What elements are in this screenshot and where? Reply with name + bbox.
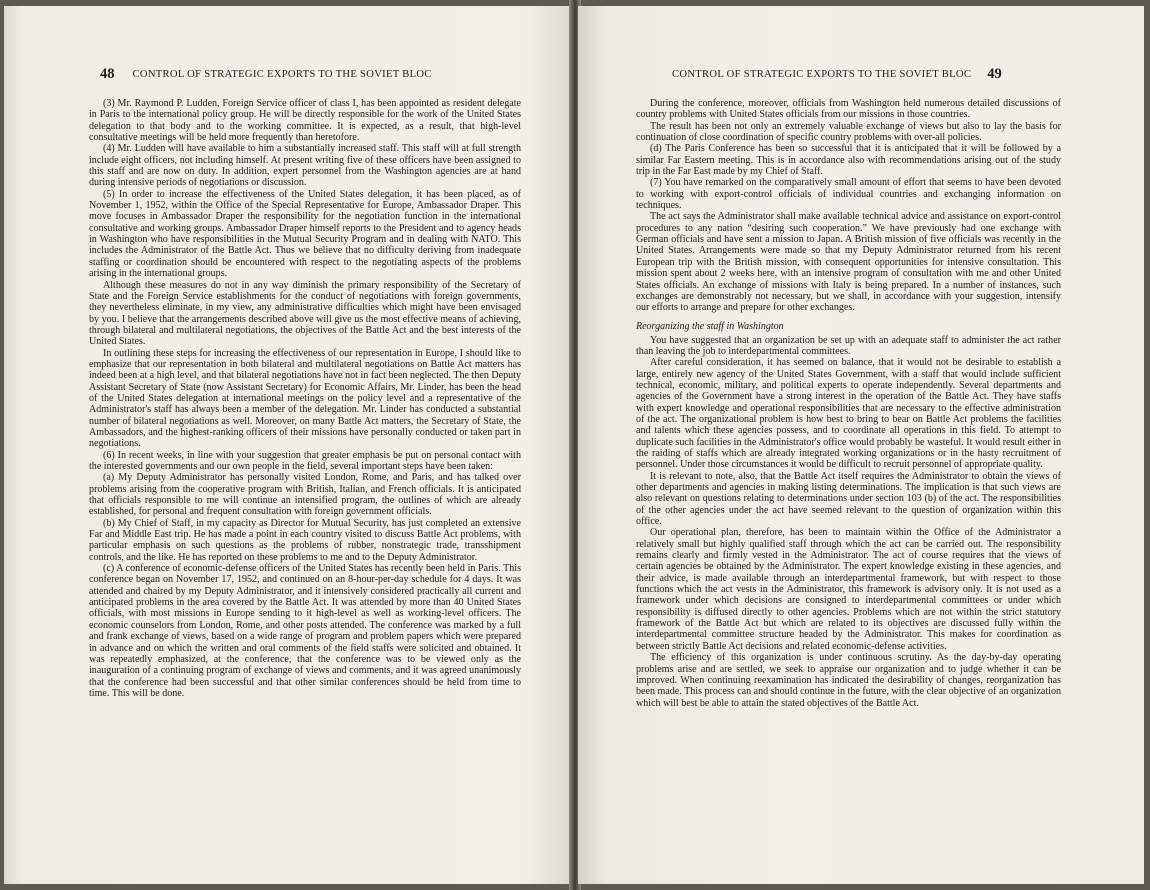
paragraph: The result has been not only an extremely valuable exchange of views but also to lay the basis for continuation of close coordination of specific country problems with over-all policies.: [636, 120, 1061, 144]
running-head-right: [672, 66, 1002, 83]
paragraph: (4) Mr. Ludden will have available to him a substantially increased staff. This staff will at full strength include eight officers, not including himself. At present writing five of these officers have been assigned to this staff and are now on duty. In addition, expert personnel from the Washington agencies are at hand during intensive periods of negotiations or discussion.: [89, 143, 521, 189]
paragraph: The act says the Administrator shall make available technical advice and assistance on export-control procedures to any nation “desiring such cooperation.” We have previously had one exchange with German officials and have sent a mission to Japan. A British mission of five officials was recently in the United States. Arrangements were made so that my Deputy Administrator returned from his recent European trip with the British mission, with consequent opportunities for intensive consultation. This mission spent about 2 weeks here, with an intensive program of consultation with me and other United States officials. An exchange of missions with Italy is being prepared. In a number of instances, such exchanges are demonstrably not necessary, but we shall, in accordance with your suggestion, intensify our efforts to arrange and prepare for other exchanges.: [636, 211, 1061, 314]
section-subheading: Reorganizing the staff in Washington: [636, 320, 784, 332]
paragraph: (7) You have remarked on the comparatively small amount of effort that seems to have been devoted to working with export-control officials of individual countries and exchanging information on techniques.: [636, 177, 1061, 212]
page-number-right: 49: [987, 66, 1002, 82]
paragraph: Our operational plan, therefore, has been to maintain within the Office of the Administrator a relatively small but highly qualified staff through which the act can be carried out. The responsibility remains clearly and firmly vested in the Administrator. The act of course requires that the views of certain agencies be obtained by the Administrator. The expert knowledge existing in these agencies, and their advice, is made available through an interdepartmental framework, but with respect to those functions which the act vests in the Administrator, this framework is advisory only. It is not used as a framework under which decisions are consigned to interdepartmental committees or under which responsibility is diffused directly to other agencies. Problems which are not within the strict statutory framework of the Battle Act but which are related to its objectives are discussed fully within the interdepartmental committee structure headed by the Administrator. This makes for coordination as between strictly Battle Act decisions and related economic-defense activities.: [636, 527, 1061, 652]
paragraph: Although these measures do not in any way diminish the primary responsibility of the Secretary of State and the Foreign Service establishments for the conduct of negotiations with foreign governments, they nevertheless eliminate, in my view, any administrative difficulties which might have been envisaged by you. I believe that the arrangements described above will give us the most effective means of achieving, through bilateral and multilateral negotiations, the objectives of the Battle Act and the best interests of the United States.: [89, 279, 521, 348]
paragraph: It is relevant to note, also, that the Battle Act itself requires the Administrator to obtain the views of other departments and agencies in making listing determinations. The implication is that such views are also relevant on questions relating to determinations under section 103 (b) of the act. The responsibilities of the other agencies under the act have seemed relevant to the question of organization within this office.: [636, 470, 1061, 528]
paragraph: (6) In recent weeks, in line with your suggestion that greater emphasis be put on personal contact with the interested governments and our own people in the field, several important steps have been taken:: [89, 449, 521, 472]
running-head-title-right: CONTROL OF STRATEGIC EXPORTS TO THE SOVIET BLOC: [672, 69, 972, 80]
paragraph: (c) A conference of economic-defense officers of the United States has recently been held in Paris. This conference began on November 17, 1952, and continued on an 8-hour-per-day schedule for 4 days. It was attended and chaired by my Deputy Administrator, and it intensively considered practically all current and anticipated problems in the area covered by the Battle Act. It was attended by more than 40 United States officials, with most missions in Europe sending to it high-level as well as working-level officers. The economic counselors from London, Rome, and other posts attended. The conference was marked by a full and frank exchange of views, based on a wide range of program and problem papers which were prepared in advance and on which the written and oral comments of the field staffs were solicited and obtained. It was repeatedly emphasized, at the conference, that the conference was to be viewed only as the inauguration of a continuing program of exchange of views and comments, and it was agreed unanimously that the conference had been successful and that other similar conferences should be held from time to time. This will be done.: [89, 563, 521, 699]
paragraph: After careful consideration, it has seemed on balance, that it would not be desirable to establish a large, entirely new agency of the United States Government, with a staff that would include sufficient technical, economic, military, and political experts to operate independently. Several departments and agencies of the Government have a strong interest in the operation of the Battle Act. They have staffs with expert knowledge and operational responsibilities that are necessary to the effective administration of the act. The organizational problem is how best to bring to bear on Battle Act problems the facilities and talents which these agencies possess, and to coordinate all operations in this field. To attempt to duplicate such facilities in the Administrator's office would probably be wasteful. It would result either in the raiding of staffs which are already integrated working organizations or in the hasty recruitment of personnel. Under those circumstances it would be difficult to recruit personnel of appropriate quality.: [636, 357, 1061, 471]
paragraph: The efficiency of this organization is under continuous scrutiny. As the day-by-day operating problems arise and are settled, we seek to appraise our organization and to judge whether it can be improved. When continuing reexamination has indicated the desirability of changes, reorganization has been made. This process can and should continue in the future, with the clear objective of an organization which will best be able to attain the stated objectives of the Battle Act.: [636, 652, 1061, 709]
page-number-left: 48: [100, 66, 115, 82]
running-head-title-left: CONTROL OF STRATEGIC EXPORTS TO THE SOVIET BLOC: [132, 69, 432, 80]
right-page-body: [636, 98, 1061, 709]
left-page: [4, 6, 572, 884]
paragraph: In outlining these steps for increasing the effectiveness of our representation in Europe, I should like to emphasize that our representation in both bilateral and multilateral negotiations on Battle Act matters has indeed been at a high level, and that bilateral negotiations have not in fact been neglected. The then Deputy Assistant Secretary of State (now Assistant Secretary) for Economic Affairs, Mr. Linder, has been the head of the United States delegation at international meetings on the policy level and a representative of the Administrator's staff has always been a member of the delegation. Mr. Linder has conducted a substantial number of bilateral negotiations as well. Moreover, on many Battle Act matters, the Secretary of State, the Ambassadors, and the highest-ranking officers of their missions have personally conducted or taken part in negotiations.: [89, 347, 521, 450]
left-page-body: [89, 98, 521, 699]
running-head-left: [100, 66, 432, 83]
paragraph: During the conference, moreover, officials from Washington held numerous detailed discussions of country problems with United States officials from our missions in those countries.: [636, 98, 1061, 121]
paragraph: (3) Mr. Raymond P. Ludden, Foreign Service officer of class I, has been appointed as resident delegate in Paris to the international policy group. He will be directly responsible for the work of the United States delegation to that body and to the working committee. It is expected, as a result, that high-level consultative meetings will be held more frequently than heretofore.: [89, 98, 521, 144]
paragraph: (d) The Paris Conference has been so successful that it is anticipated that it will be followed by a similar Far Eastern meeting. This is in accordance also with recommendations arising out of the study trip in the Far East made by my Chief of Staff.: [636, 143, 1061, 178]
paragraph: (5) In order to increase the effectiveness of the United States delegation, it has been placed, as of November 1, 1952, within the Office of the Special Representative for Europe, Ambassador Draper. This move focuses in Ambassador Draper the responsibility for the negotiation function in the international consultative and working groups. Ambassador Draper himself reports to the President and to agency heads in Washington who have responsibilities in the Mutual Security Program and in dealing with NATO. This includes the Administrator of the Battle Act. Thus we believe that no difficulty deriving from inadequate staffing or coordination should be encountered with respect to the negotiating aspects of the problems arising in the international groups.: [89, 188, 521, 280]
right-page: [578, 6, 1144, 884]
paragraph: (b) My Chief of Staff, in my capacity as Director for Mutual Security, has just completed an extensive Far and Middle East trip. He has made a point in each country visited to discuss Battle Act problems, with particular emphasis on such questions as the problems of rubber, nonstrategic trade, transshipment controls, and the like. He has reported on these problems to me and to the Deputy Administrator.: [89, 517, 521, 563]
paragraph: You have suggested that an organization be set up with an adequate staff to administer the act rather than leaving the job to interdepartmental committees.: [636, 334, 1061, 357]
paragraph: (a) My Deputy Administrator has personally visited London, Rome, and Paris, and has talked over problems arising from the cooperative program with British, Italian, and French officials. It is anticipated that officials responsible to me will continue an intensified program, the outlines of which are already established, for personal and frequent consultation with foreign government officials.: [89, 472, 521, 518]
